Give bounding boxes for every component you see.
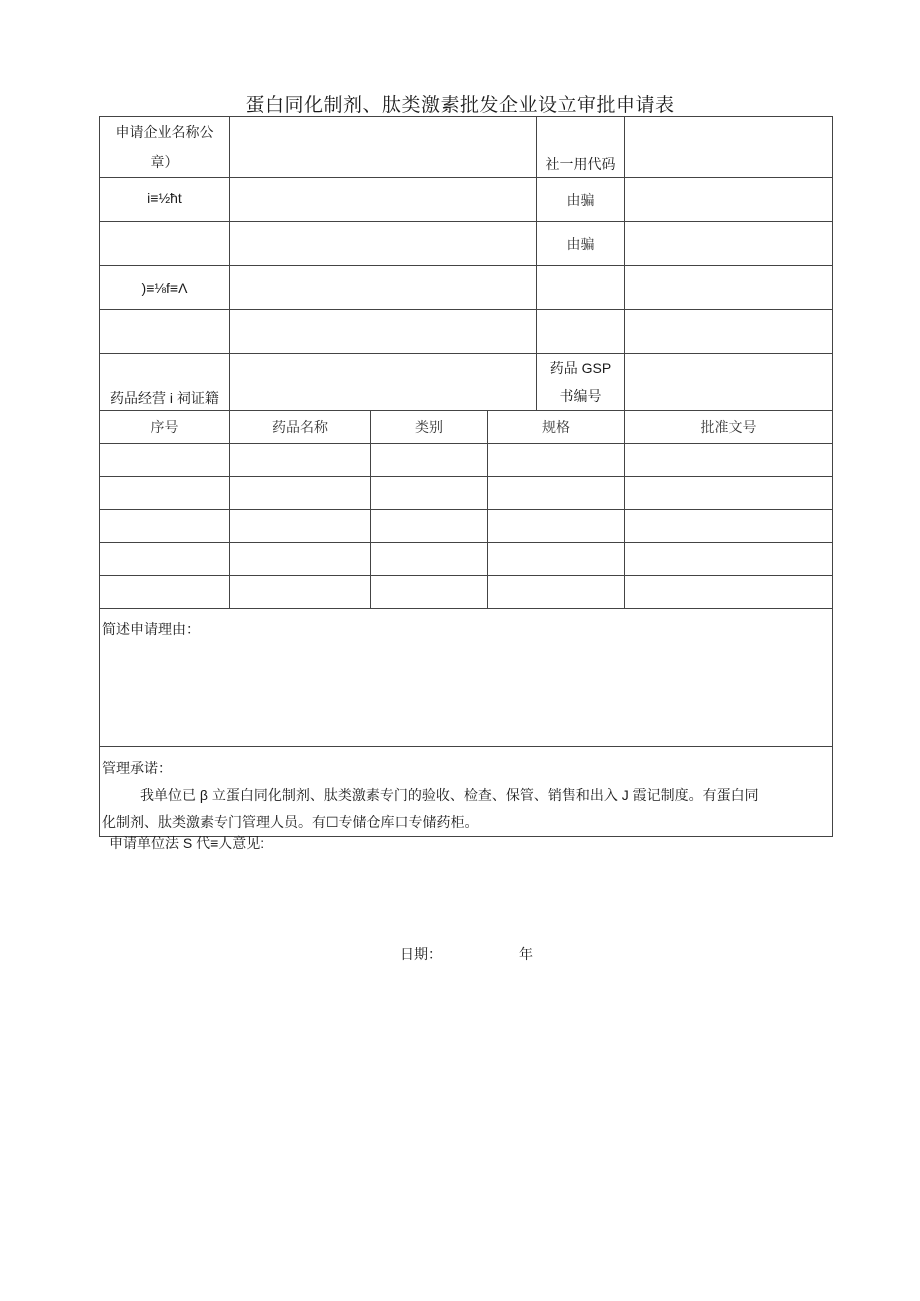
info-row-2-field[interactable] bbox=[230, 178, 537, 222]
gsp-label-line2: 书编号 bbox=[559, 388, 602, 404]
drug-cell[interactable] bbox=[371, 576, 488, 609]
postcode-field-2[interactable] bbox=[625, 222, 833, 266]
table-row bbox=[100, 477, 833, 510]
postcode-label-2: 由骗 bbox=[537, 222, 625, 266]
info-row-5 bbox=[100, 310, 833, 354]
drug-cell[interactable] bbox=[371, 477, 488, 510]
postcode-field-1[interactable] bbox=[625, 178, 833, 222]
drug-cell[interactable] bbox=[100, 576, 230, 609]
info-row-3 bbox=[100, 222, 833, 266]
license-field[interactable] bbox=[230, 354, 537, 411]
application-form-table bbox=[99, 116, 833, 837]
commitment-cell bbox=[100, 747, 833, 837]
reason-cell[interactable] bbox=[100, 609, 833, 747]
info-row-5-right-label bbox=[537, 310, 625, 354]
header-approval-no: 批准文号 bbox=[625, 411, 833, 444]
drug-cell[interactable] bbox=[230, 576, 371, 609]
info-row-company bbox=[100, 117, 833, 178]
drug-table-header bbox=[100, 411, 833, 444]
drug-cell[interactable] bbox=[488, 477, 625, 510]
commitment-line-1: 我单位已 β 立蛋白同化制剂、肽类激素专门的验收、检查、保管、销售和出入 J 霞记制度。有蛋白同 bbox=[140, 787, 759, 803]
info-row-2 bbox=[100, 178, 833, 222]
drug-cell[interactable] bbox=[371, 444, 488, 477]
company-name-field[interactable] bbox=[230, 117, 537, 178]
drug-cell[interactable] bbox=[230, 510, 371, 543]
year-label: 年 bbox=[519, 946, 533, 962]
info-row-3-field[interactable] bbox=[230, 222, 537, 266]
commitment-line-2: 化制剂、肽类激素专门管理人员。有☐专储仓库口专储药柜。 bbox=[102, 814, 479, 830]
table-row bbox=[100, 543, 833, 576]
drug-cell[interactable] bbox=[625, 576, 833, 609]
info-row-4 bbox=[100, 266, 833, 310]
info-row-2-label: i≡½ħt bbox=[100, 178, 230, 222]
info-row-4-field[interactable] bbox=[230, 266, 537, 310]
drug-cell[interactable] bbox=[100, 444, 230, 477]
legal-rep-opinion-label: 申请单位法 S 代≡人意见: bbox=[109, 835, 265, 851]
header-spec: 规格 bbox=[488, 411, 625, 444]
drug-cell[interactable] bbox=[625, 477, 833, 510]
drug-cell[interactable] bbox=[625, 444, 833, 477]
header-seq: 序号 bbox=[100, 411, 230, 444]
credit-code-field[interactable] bbox=[625, 117, 833, 178]
drug-cell[interactable] bbox=[488, 510, 625, 543]
commitment-section bbox=[100, 747, 833, 837]
info-row-4-right-label bbox=[537, 266, 625, 310]
header-drug-name: 药品名称 bbox=[230, 411, 371, 444]
reason-label: 简述申请理由： bbox=[102, 621, 200, 637]
credit-code-label: 社一用代码 bbox=[537, 117, 625, 178]
drug-cell[interactable] bbox=[100, 510, 230, 543]
info-row-3-label bbox=[100, 222, 230, 266]
drug-cell[interactable] bbox=[371, 510, 488, 543]
info-row-license bbox=[100, 354, 833, 411]
postcode-label-1: 由骗 bbox=[537, 178, 625, 222]
table-row bbox=[100, 510, 833, 543]
header-category: 类别 bbox=[371, 411, 488, 444]
reason-section bbox=[100, 609, 833, 747]
gsp-label-line1: 药品 GSP bbox=[549, 360, 612, 376]
date-label: 日期： bbox=[400, 946, 442, 962]
drug-cell[interactable] bbox=[488, 543, 625, 576]
drug-cell[interactable] bbox=[488, 444, 625, 477]
drug-cell[interactable] bbox=[230, 477, 371, 510]
drug-cell[interactable] bbox=[488, 576, 625, 609]
page-title: 蛋白同化制剂、肽类激素批发企业设立审批申请表 bbox=[245, 95, 675, 116]
info-row-4-right-field[interactable] bbox=[625, 266, 833, 310]
drug-cell[interactable] bbox=[230, 444, 371, 477]
license-label: 药品经营 i 祠证籍 bbox=[100, 354, 230, 411]
drug-cell[interactable] bbox=[100, 477, 230, 510]
company-name-label-cell bbox=[100, 117, 230, 178]
company-name-label-line2: 章） bbox=[150, 154, 179, 170]
table-row bbox=[100, 576, 833, 609]
commitment-label: 管理承诺： bbox=[102, 760, 172, 776]
info-row-5-label bbox=[100, 310, 230, 354]
gsp-label-cell bbox=[537, 354, 625, 411]
table-row bbox=[100, 444, 833, 477]
info-row-4-label: )≡⅛f≡Λ bbox=[100, 266, 230, 310]
drug-cell[interactable] bbox=[625, 543, 833, 576]
drug-cell[interactable] bbox=[100, 543, 230, 576]
info-row-5-field[interactable] bbox=[230, 310, 537, 354]
company-name-label-line1: 申请企业名称公 bbox=[115, 124, 214, 140]
info-row-5-right-field[interactable] bbox=[625, 310, 833, 354]
gsp-field[interactable] bbox=[625, 354, 833, 411]
drug-cell[interactable] bbox=[371, 543, 488, 576]
drug-cell[interactable] bbox=[625, 510, 833, 543]
drug-cell[interactable] bbox=[230, 543, 371, 576]
